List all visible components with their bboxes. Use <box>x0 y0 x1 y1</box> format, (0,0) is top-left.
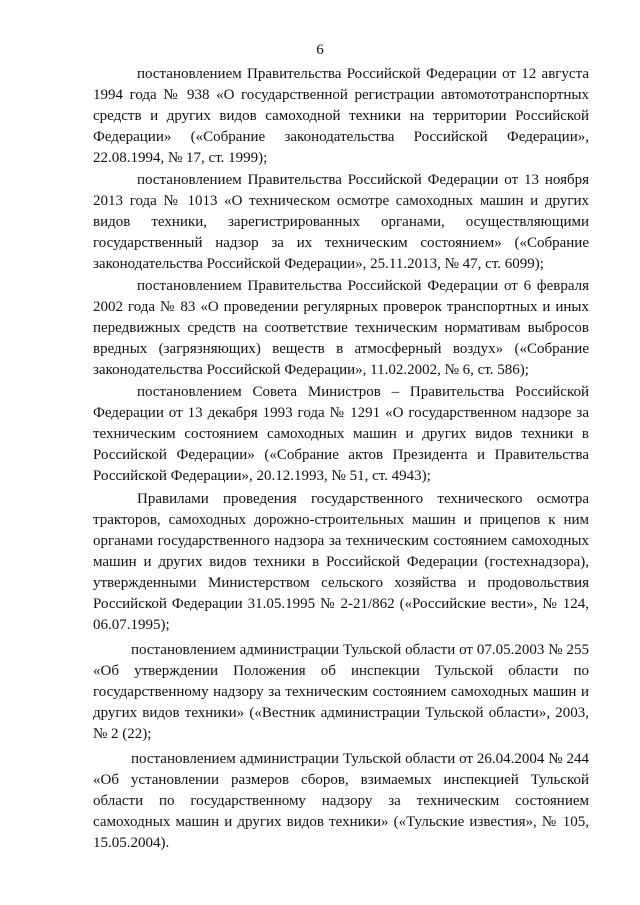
page-number: 6 <box>316 42 324 58</box>
paragraph-tula-resolution-255: постановлением администрации Тульской области от 07.05.2003 № 255 «Об утверждении Положения об инспекции Тульской области по государственному надзору за техническим состоянием самоходных машин и других видов техники» («Вестник администрации Тульской области», 2003, № 2 (22); <box>93 642 589 742</box>
paragraph-resolution-83: постановлением Правительства Российской Федерации от 6 февраля 2002 года № 83 «О проведении регулярных проверок транспортных и иных передвижных средств на соответствие техническим нормативам выбросов вредных (загрязняющих) веществ в атмосферный воздух» («Собрание законодательства Российской Федерации», 11.02.2002, № 6, ст. 586); <box>93 278 589 378</box>
paragraph-resolution-938: постановлением Правительства Российской Федерации от 12 августа 1994 года № 938 «О государственной регистрации автомототранспортных средств и других видов самоходной техники на территории Российской Федерации» («Собрание законодательства Российской Федерации», 22.08.1994, № 17, ст. 1999); <box>93 66 589 166</box>
paragraph-inspection-rules: Правилами проведения государственного технического осмотра тракторов, самоходных дорожно-строительных машин и прицепов к ним органами государственного надзора за техническим состоянием самоходных машин и других видов техники в Российской Федерации (гостехнадзора), утвержденными Министерством сельского хозяйства и продовольствия Российской Федерации 31.05.1995 № 2-21/862 («Российские вести», № 124, 06.07.1995); <box>93 491 589 633</box>
paragraph-resolution-1291: постановлением Совета Министров – Правительства Российской Федерации от 13 декабря 1993 года № 1291 «О государственном надзоре за техническим состоянием самоходных машин и других видов техники в Российской Федерации» («Собрание актов Президента и Правительства Российской Федерации», 20.12.1993, № 51, ст. 4943); <box>93 384 589 484</box>
document-body <box>93 64 589 854</box>
paragraph-resolution-1013: постановлением Правительства Российской Федерации от 13 ноября 2013 года № 1013 «О техническом осмотре самоходных машин и других видов техники, зарегистрированных органами, осуществляющими государственный надзор за их техническим состоянием» («Собрание законодательства Российской Федерации», 25.11.2013, № 47, ст. 6099); <box>93 172 589 272</box>
paragraph-tula-resolution-244: постановлением администрации Тульской области от 26.04.2004 № 244 «Об установлении размеров сборов, взимаемых инспекцией Тульской области по государственному надзору за техническим состоянием самоходных машин и других видов техники» («Тульские известия», № 105, 15.05.2004). <box>93 751 589 851</box>
